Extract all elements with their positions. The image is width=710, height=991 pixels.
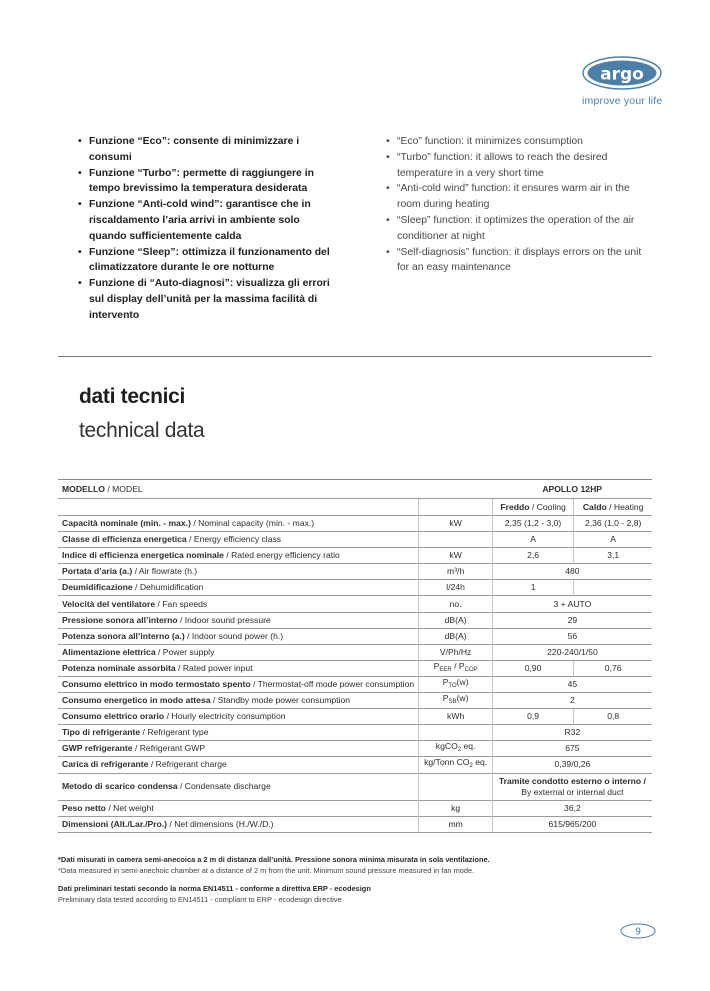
table-row: Potenza nominale assorbita / Rated power input $P_{EER} / P_{COP}$ 0,90 0,76 bbox=[58, 660, 652, 676]
list-item: • Funzione “Turbo”: permette di raggiungere in tempo brevissimo la temperatura desiderata bbox=[78, 166, 340, 198]
table-row: Portata d’aria (a.) / Air flowrate (h.) m³/h 480 bbox=[58, 564, 652, 580]
table-header-row bbox=[58, 480, 652, 499]
table-row: Peso netto / Net weight kg 36,2 bbox=[58, 800, 652, 816]
table-row: Tipo di refrigerante / Refrigerant type R32 bbox=[58, 725, 652, 741]
table-subheader-row bbox=[58, 499, 652, 516]
note-measurement-italian: *Dati misurati in camera semi-anecoica a 2 m di distanza dall’unità. Pressione sonora minima misurata in sola ventilazione. bbox=[58, 855, 490, 864]
feature-list-english bbox=[386, 134, 648, 276]
table-row: Capacità nominale (min. - max.) / Nominal capacity (min. - max.) kW 2,35 (1,2 - 3,0) 2,36 (1,0 - 2,8) bbox=[58, 516, 652, 532]
note-preliminary-english: Preliminary data tested according to EN14511 - compliant to ERP - ecodesign directive bbox=[58, 895, 342, 904]
list-item: • “Turbo” function: it allows to reach the desired temperature in a very short time bbox=[386, 150, 648, 182]
table-row: Pressione sonora all’interno / Indoor sound pressure dB(A) 29 bbox=[58, 612, 652, 628]
page-number-badge bbox=[620, 923, 656, 939]
feature-list-italian bbox=[78, 134, 340, 324]
list-item: • Funzione “Anti-cold wind”: garantisce che in riscaldamento l’aria arrivi in ambiente solo quando sufficientemente calda bbox=[78, 197, 340, 244]
model-header: MODELLO / MODEL bbox=[58, 480, 419, 499]
table-row: Dimensioni (Alt./Lar./Pro.) / Net dimensions (H./W./D.) mm 615/965/200 bbox=[58, 816, 652, 832]
table-row: Alimentazione elettrica / Power supply V/Ph/Hz 220-240/1/50 bbox=[58, 644, 652, 660]
model-name: APOLLO 12HP bbox=[492, 480, 652, 499]
list-item: • “Eco” function: it minimizes consumption bbox=[386, 134, 648, 150]
table-row: Classe di efficienza energetica / Energy efficiency class A A bbox=[58, 532, 652, 548]
table-row: Consumo elettrico orario / Hourly electricity consumption kWh 0,9 0,8 bbox=[58, 709, 652, 725]
brand-tagline: improve your life bbox=[582, 95, 663, 107]
table-row: Metodo di scarico condensa / Condensate discharge Tramite condotto esterno o interno / By external or internal duct bbox=[58, 773, 652, 800]
cooling-header: Freddo / Cooling bbox=[492, 499, 574, 516]
page-number: 9 bbox=[635, 926, 641, 938]
table-row: Consumo elettrico in modo termostato spento / Thermostat-off mode power consumption $P_{TO}(w)$ 45 bbox=[58, 676, 652, 692]
table-row: Deumidificazione / Dehumidification l/24h 1 bbox=[58, 580, 652, 596]
table-row: Indice di efficienza energetica nominale / Rated energy efficiency ratio kW 2,6 3,1 bbox=[58, 548, 652, 564]
technical-data-table bbox=[58, 479, 652, 833]
list-item: • “Self-diagnosis” function: it displays errors on the unit for an easy maintenance bbox=[386, 245, 648, 277]
list-item: • “Sleep” function: it optimizes the operation of the air conditioner at night bbox=[386, 213, 648, 245]
list-item: • Funzione di “Auto-diagnosi”: visualizza gli errori sul display dell’unità per la massima facilità di intervento bbox=[78, 276, 340, 323]
table-row: GWP refrigerante / Refrigerant GWP kgCO$_2$ eq. 675 bbox=[58, 741, 652, 757]
section-divider bbox=[58, 356, 652, 357]
list-item: • “Anti-cold wind” function: it ensures warm air in the room during heating bbox=[386, 181, 648, 213]
logo-text: argo bbox=[600, 64, 644, 85]
section-title-italian: dati tecnici bbox=[79, 385, 186, 408]
note-measurement-english: *Data measured in semi-anechoic chamber at a distance of 2 m from the unit. Minimum sound pressure measured in fan mode. bbox=[58, 866, 475, 875]
argo-logo bbox=[582, 56, 662, 90]
table-row: Potenza sonora all’interno (a.) / Indoor sound power (h.) dB(A) 56 bbox=[58, 628, 652, 644]
table-row: Carica di refrigerante / Refrigerant charge kg/Tonn $CO_2$ eq. 0,39/0,26 bbox=[58, 757, 652, 773]
heating-header: Caldo / Heating bbox=[574, 499, 652, 516]
list-item: • Funzione “Sleep”: ottimizza il funzionamento del climatizzatore durante le ore notturne bbox=[78, 245, 340, 277]
list-item: • Funzione “Eco”: consente di minimizzare i consumi bbox=[78, 134, 340, 166]
table-row: Velocità del ventilatore / Fan speeds no. 3 + AUTO bbox=[58, 596, 652, 612]
table-row: Consumo energetico in modo attesa / Standby mode power consumption $P_{SB}(w)$ 2 bbox=[58, 693, 652, 709]
section-title-english: technical data bbox=[79, 419, 205, 442]
note-preliminary-italian: Dati preliminari testati secondo la norma EN14511 - conforme a direttiva ERP - ecodesign bbox=[58, 884, 371, 893]
